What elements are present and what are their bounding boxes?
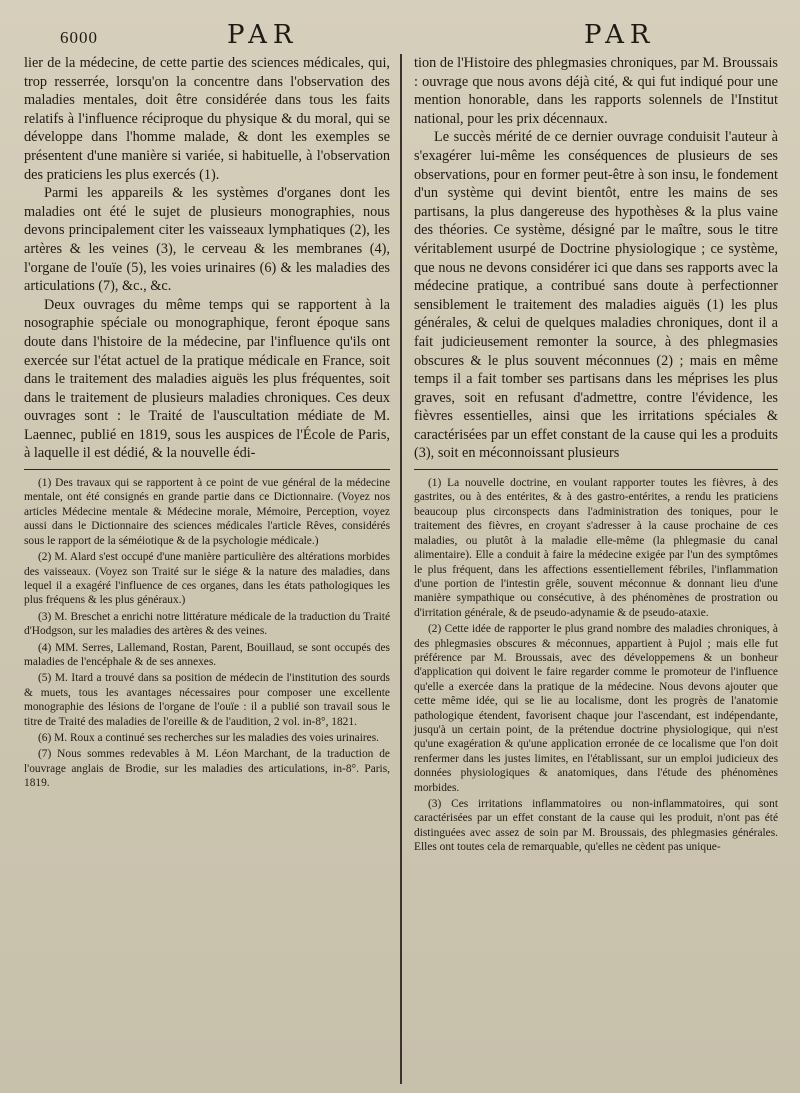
page-header xyxy=(24,14,778,54)
page-number: 6000 xyxy=(60,28,98,47)
running-head-right: PAR xyxy=(584,20,656,50)
body-paragraph: lier de la médecine, de cette partie des sciences médicales, qui, trop resserrée, lorsqu'on la concentre dans l'observation des maladies mentales, doit être considérée dans tous les faits relatifs à l'influence réciproque du physique & du moral, qui se développe dans l'homme malade, & dont les exemples se présentent d'une manière si variée, si habituelle, à l'observation des praticiens les plus exercés (1). xyxy=(24,55,390,183)
left-column xyxy=(24,54,398,1084)
footnote: (7) Nous sommes redevables à M. Léon Marchant, de la traduction de l'ouvrage anglais de Brodie, sur les maladies des articulations, in-8°. Paris, 1819. xyxy=(24,748,390,790)
footnote: (6) M. Roux a continué ses recherches sur les maladies des voies urinaires. xyxy=(38,731,379,744)
footnote-separator xyxy=(414,469,778,470)
two-column-layout xyxy=(24,54,778,1084)
footnote: (1) La nouvelle doctrine, en voulant rapporter toutes les fièvres, à des gastrites, ou à des entérites, & à des gastro-entérites, a rendu les praticiens beaucoup plus circonspects dans l'administration des toniques, pour le traitement des fièvres, en croyant s'adresser à la cause prochaine de ces maladies, ou plutôt à la maladie elle-même (la phlegmasie du canal alimentaire). Elle a conduit à faire la médecine exigée par l'un des symptômes le plus fréquent, dans les affections essentiellement fébriles, l'inflammation d'une portion de l'intestin grêle, souvent méconnue & donnant lieu d'une manière sympathique ou consécutive, à des phénomènes de prostration ou d'irritation générale, & de pseudo-adynamie & de pseudo-ataxie. xyxy=(414,477,778,619)
right-column xyxy=(404,54,778,1084)
footnote: (1) Des travaux qui se rapportent à ce point de vue général de la médecine mentale, ont été consignés en grande partie dans ce Dictionnaire. (Voyez nos articles Médecine mentale & Médecine morale, Mémoire, Perception, voyez aussi dans le Dictionnaire des sciences médicales l'article Rêves, considérés sous le rapport de la séméiotique & de la psychologie médicale.) xyxy=(24,477,390,547)
body-paragraph: Le succès mérité de ce dernier ouvrage conduisit l'auteur à s'exagérer lui-même les conséquences de plusieurs de ses observations, pour en former peut-être à son insu, le fondement d'un système qui devint bientôt, entre les mains de ses partisans, la plus dangereuse des hypothèses & la plus vaine des théories. Ce système, désigné par le maître, sous le titre véritablement usurpé de Doctrine physiologique ; ce système, que nous ne devons considérer ici que dans ses rapports avec la médecine pratique, a contribué sans doute à perfectionner sensiblement le traitement des maladies aiguës (1) les plus générales, & celui de quelques maladies chroniques, dont il a fait judicieusement remonter la source, à des phlegmasies obscures & le plus souvent méconnues (2) ; mais en même temps il a fait tomber ses partisans dans les méprises les plus graves, soit en refusant d'admettre, contre l'évidence, les fièvres essentielles, ainsi que les irritations spéciales & caractérisées par un effet constant de la cause qui les a produits (3), soit en méconnoissant plusieurs xyxy=(414,129,778,462)
footnote: (2) Cette idée de rapporter le plus grand nombre des maladies chroniques, à des phlegmasies obscures & méconnues, appartient à Pujol ; mais elle fut préférence par M. Broussais, avec des développemens & un bonheur d'application qui doivent le faire regarder comme le promoteur de l'influence qu'elle a exercée dans la pratique de la médecine. Nous devons ajouter que cette même idée, qui se lie au localisme, dont les progrès de l'anatomie pathologique étendent, favorisent chaque jour l'ascendant, est indépendante, jusqu'à un certain point, de la prétendue doctrine physiologique, qui n'est qu'une exagération & qu'une application erronée de ce localisme que l'on doit renfermer dans les justes limites, en l'établissant, sur un emploi judicieux des données physiologiques & anatomiques, dans l'étude des phénomènes morbides. xyxy=(414,623,778,794)
body-paragraph: Parmi les appareils & les systèmes d'organes dont les maladies ont été le sujet de plusieurs monographies, nous devons principalement citer les vaisseaux lymphatiques (2), les artères & les veines (3), le cerveau & les membranes (4), l'organe de l'ouïe (5), les voies urinaires (6) & les maladies des articulations (7), &c., &c. xyxy=(24,185,390,295)
column-rule xyxy=(400,54,402,1084)
body-paragraph: Deux ouvrages du même temps qui se rapportent à la nosographie spéciale ou monographique, feront époque sans doute dans l'histoire de la médecine, par l'influence qu'ils ont exercée sur l'état actuel de la pratique médicale en France, soit dans le traitement des maladies aiguës les plus fréquentes, soit dans le traitement de plusieurs maladies chroniques. Ces deux ouvrages sont : le Traité de l'auscultation médiate de M. Laennec, publié en 1819, sous les auspices de l'École de Paris, à laquelle il est dédié, & la nouvelle édi- xyxy=(24,296,390,462)
footnote-separator xyxy=(24,469,390,470)
footnote: (3) Ces irritations inflammatoires ou non-inflammatoires, qui sont caractérisées par un effet constant de la cause qui les produit, n'ont pas été distinguées avec assez de soin par M. Broussais, des phlegmasies générales. Elles ont toutes cela de remarquable, qu'elles ne cèdent pas unique- xyxy=(414,798,778,854)
footnote: (2) M. Alard s'est occupé d'une manière particulière des altérations morbides des vaisseaux. (Voyez son Traité sur le siége & la nature des maladies, dans lequel il a exagéré l'influence de ces organes, dans les états pathologiques les plus fréquens & les plus généraux.) xyxy=(24,551,390,607)
footnote: (4) MM. Serres, Lallemand, Rostan, Parent, Bouillaud, se sont occupés des maladies de l'encéphale & de ses annexes. xyxy=(24,641,390,668)
body-paragraph: tion de l'Histoire des phlegmasies chroniques, par M. Broussais : ouvrage que nous avons déjà cité, & qui fut indiqué pour une mention honorable, dans les rapports solennels de l'Institut national, pour les prix décennaux. xyxy=(414,55,778,127)
footnote: (3) M. Breschet a enrichi notre littérature médicale de la traduction du Traité d'Hodgson, sur les maladies des artères & des veines. xyxy=(24,610,390,638)
running-head-left: PAR xyxy=(227,20,299,50)
footnote: (5) M. Itard a trouvé dans sa position de médecin de l'institution des sourds & muets, tous les avantages nécessaires pour composer une excellente monographie des lésions de l'organe de l'ouïe : il a publié son travail sous le titre de Traité des maladies de l'oreille & de l'audition, 2 vol. in-8°, 1821. xyxy=(24,672,390,728)
